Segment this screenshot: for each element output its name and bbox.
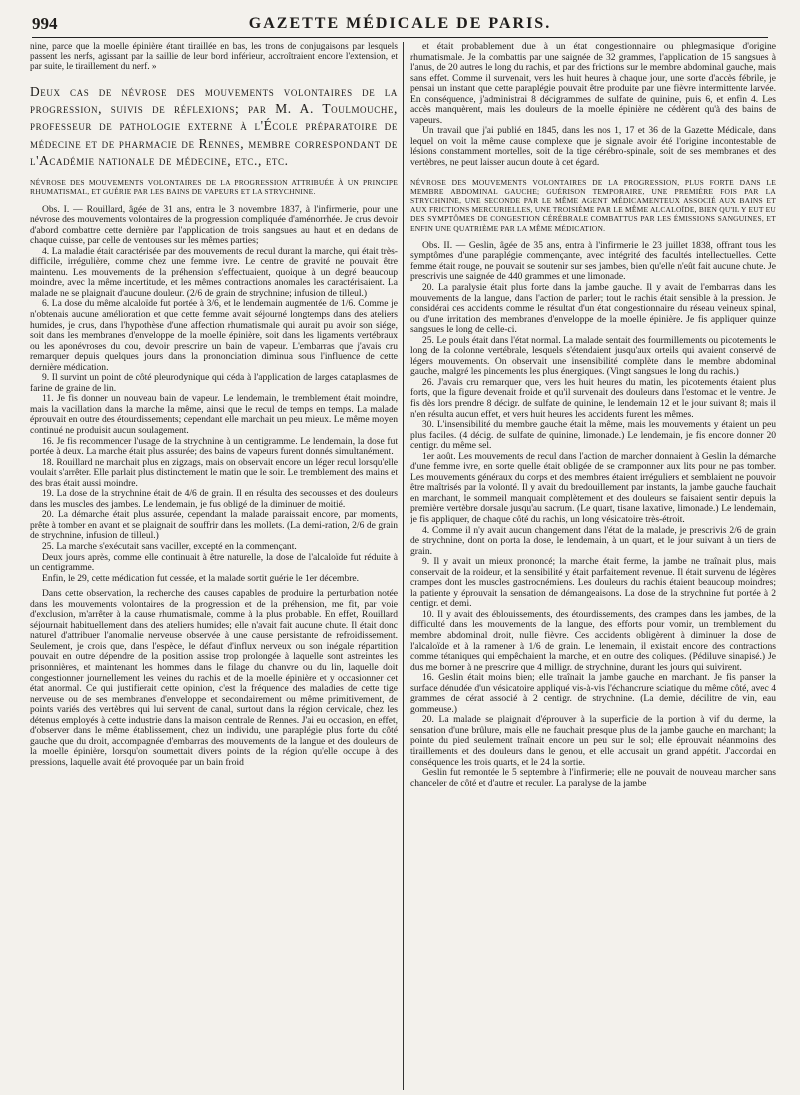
paragraph: 4. La maladie était caractérisée par des mouvements de recul durant la marche, qui était très-difficile, irrégulière, comme chez une femme ivre. Le centre de gravité ne pouvait être maintenu. Les mouvements de la préhension s'effectuaient, quoique à un degré beaucoup moindre, avec la même incertitude, et les mêmes contractions anomales les caractérisaient. La malade ne se plaignait d'aucune douleur. (2/6 de grain de strychnine; infusion de tilleul.) [30, 245, 398, 299]
paragraph: Deux jours après, comme elle continuait à être naturelle, la dose de l'alcaloïde fut réduite à un centigramme. [30, 551, 398, 574]
observation-2-subtitle: NÉVROSE DES MOUVEMENTS VOLONTAIRES DE LA PROGRESSION, PLUS FORTE DANS LE MEMBRE ABDOMINAL GAUCHE; GUÉRISON TEMPORAIRE, UNE PREMIÈRE FOIS PAR LA STRYCHNINE, UNE SECONDE PAR LE MÊME AGENT MÉDICAMENTEUX ASSOCIÉ AUX BAINS ET AUX FRICTIONS MERCURIELLES, UNE TROISIÈME PAR LE MÊME ALCALOÏDE, BIEN QU'IL Y EUT EU DES SYMPTÔMES DE CONGESTION CÉRÉBRALE COMBATTUS PAR LES ÉMISSIONS SANGUINES, ET ENFIN UNE QUATRIÈME PAR LA MÊME MÉDICATION. [410, 177, 776, 233]
paragraph: Dans cette observation, la recherche des causes capables de produire la perturbation notée dans les mouvements volontaires de la progression et de la préhension, me fit, par voie d'exclusion, m'arrêter à la cause rhumatismale, comme à la plus probable. En effet, Rouillard séjournait habituellement dans des ateliers humides; elle n'avait fait aucune chute. Il était donc naturel d'attribuer l'anomalie nerveuse observée à une cause persistante de refroidissement. Seulement, je crois que, dans l'espèce, le défaut d'influx nerveux ou son inégale répartition pouvait en outre dépendre de la position assise trop prolongée à laquelle sont astreintes les prisonnières, et maintenant les hommes dans le filage du chanvre ou du lin, laquelle doit congestionner journellement les veines du rachis et de la moelle épinière et y occasionner cet état anormal. Ce qui justifierait cette opinion, c'est la fréquence des maladies de cette tige nerveuse ou de ses membranes d'enveloppe et secondairement ou même primitivement, de points variés des vertèbres qui lui servent de canal, surtout dans la région cervicale, chez les détenus employés à cette industrie dans la maison centrale de Rennes. J'ai eu occasion, en effet, d'observer dans le même établissement, chez un individu, une paraplégie plus forte du côté gauche que du droit, accompagnée d'embarras des mouvements de la langue et des douleurs de la moelle épinière, lorsqu'on soumettait divers points de la région qu'elle occupe à des pressions, laquelle avait été provoquée par un bain froid [30, 588, 398, 768]
article-title: Deux cas de névrose des mouvements volontaires de la progression, suivis de réflexions; par M. A. Toulmouche, professeur de pathologie externe à l'École préparatoire de médecine et de pharmacie de Rennes, membre correspondant de l'Académie nationale de médecine, etc., etc. [30, 83, 398, 168]
paragraph: Un travail que j'ai publié en 1845, dans les nos 1, 17 et 36 de la Gazette Médicale, dans lequel on voit la même cause complexe que je signale avoir été l'origine incontestable de lésions constamment mortelles, soit de la tige cérébro-spinale, soit de ses membranes et des vertèbres, ne peut laisser aucun doute à cet égard. [410, 125, 776, 169]
paragraph: 1er août. Les mouvements de recul dans l'action de marcher donnaient à Geslin la démarche d'une femme ivre, en sorte quelle était obligée de se cramponner aux lits pour ne pas tomber. Les mouvements généraux du corps et des membres étaient irréguliers et semblaient ne pouvoir être maîtrisés par la volonté. Il y avait du bredouillement par instants, la jambe gauche fauchait en marchant, le sommeil manquait complètement et des douleurs se faisaient sentir depuis la première vertèbre dorsale jusqu'au sacrum. (Le quart, tisane laxative, limonade.) Le lendemain, je fis appliquer, de chaque côté du rachis, un long vésicatoire très-étroit. [410, 450, 776, 525]
right-paragraphs-a [410, 42, 776, 169]
paragraph: 9. Il y avait un mieux prononcé; la marche était ferme, la jambe ne traînait plus, mais conservait de la roideur, et la sensibilité y était parfaitement revenue. Il était survenu de légères crampes dont les muscles gastrocnémiens. Les douleurs du rachis étaient beaucoup moindres; la patiente y éprouvait la sensation de démangeaisons. La dose de la strychnine fut portée à 2 centigr. et demi. [410, 556, 776, 610]
paragraph: 25. La marche s'exécutait sans vaciller, excepté en la commençant. [42, 541, 297, 552]
page-header [32, 14, 768, 38]
paragraph: 9. Il survint un point de côté pleurodynique qui céda à l'application de larges cataplasmes de farine de graine de lin. [30, 372, 398, 394]
paragraph: 26. J'avais cru remarquer que, vers les huit heures du matin, les picotements étaient plus forts, que la figure devenait froide et qu'il survenait des douleurs dans l'estomac et le ventre. Je fis dès lors prendre 8 décigr. de sulfate de quinine, le lendemain 12 et le jour suivant 8; mais il n'en résulta aucun effet, et vers huit heures les accidents furent les mêmes. [410, 376, 776, 420]
right-column [410, 42, 776, 1092]
paragraph: 18. Rouillard ne marchait plus en zigzags, mais on observait encore un léger recul lorsqu'elle voulait s'arrêter. Elle parlait plus distinctement le matin que le soir. Le tremblement des mains et des bras était aussi moindre. [30, 456, 398, 489]
paragraph: 20. La paralysie était plus forte dans la jambe gauche. Il y avait de l'embarras dans les mouvements de la langue, dans l'action de parler; tout le rachis était sensible à la pression. Je considérai ces accidents comme le résultat d'un état congestionnaire du réseau veineux spinal, ou d'une irritation des membranes d'enveloppe de la moelle épinière. Je fis appliquer quinze sangsues le long de celle-ci. [410, 281, 776, 336]
paragraph: 16. Je fis recommencer l'usage de la strychnine à un centigramme. Le lendemain, la dose fut portée à deux. La marche était plus assurée; des bains de vapeurs furent donnés simultanément. [30, 435, 398, 458]
left-paragraphs [30, 205, 398, 769]
paragraph: Geslin fut remontée le 5 septembre à l'infirmerie; elle ne pouvait de nouveau marcher sans chanceler de côté et d'autre et reculer. La paralyse de la jambe [410, 767, 776, 789]
right-paragraphs-b [410, 241, 776, 789]
paragraph: 30. L'insensibilité du membre gauche était la même, mais les mouvements y étaient un peu plus faciles. (4 décig. de sulfate de quinine, limonade.) Le lendemain, je fis encore donner 20 centigr. du même sel. [410, 419, 776, 452]
page-number: 994 [32, 14, 58, 33]
observation-1-subtitle: NÉVROSE DES MOUVEMENTS VOLONTAIRES DE LA PROGRESSION ATTRIBUÉE À UN PRINCIPE RHUMATISMAL, ET GUÉRIE PAR LES BAINS DE VAPEURS ET LA STRYCHNINE. [30, 178, 398, 197]
paragraph: Obs. I. — Rouillard, âgée de 31 ans, entra le 3 novembre 1837, à l'infirmerie, pour une névrose des mouvements volontaires de la progression compliquée d'aménorrhée. Je crus devoir d'abord combattre cette dernière par l'application de trois sangsues au haut et en dedans de chaque cuisse, par celle de ventouses sur les mêmes parties; [30, 203, 398, 247]
paragraph: 6. La dose du même alcaloïde fut portée à 3/6, et le lendemain augmentée de 1/6. Comme je n'obtenais aucune amélioration et que cette femme avait séjourné longtemps dans des ateliers humides, je crus, dans l'hypothèse d'une affection rhumatismale qui aurait pu avoir son siége, soit dans les membranes d'enveloppe de la moelle épinière, soit dans les ligaments vertébraux ou les aponévroses du cou, devoir prescrire un bain de vapeur. L'embarras que j'avais cru remarquer depuis quelques jours dans la prononciation diminua sous l'influence de cette dernière médication. [30, 298, 398, 373]
running-title: GAZETTE MÉDICALE DE PARIS. [248, 15, 552, 32]
paragraph: 4. Comme il n'y avait aucun changement dans l'état de la malade, je prescrivis 2/6 de grain de strychnine, dont on porta la dose, le lendemain, à un quart, et le jour suivant à un tiers de grain. [410, 524, 776, 557]
paragraph: 10. Il y avait des éblouissements, des étourdissements, des crampes dans les jambes, de la difficulté dans les mouvements de la langue, des efforts pour vomir, un tremblement du membre abdominal droit, nulle fièvre. Ces accidents obligèrent à diminuer la dose de l'alcaloïde et à la ramener à 1/6 de grain. Le lenemain, il existait encore des contractions comme tétaniques qui empêchaient la marche, et en outre des coliques. (Pédiluve sinapisé.) Je dus me borner à ne prescrire que 4 milligr. de strychnine, durant les jours qui suivirent. [410, 608, 776, 673]
left-column [30, 42, 398, 1092]
paragraph: 20. La malade se plaignait d'éprouver à la superficie de la portion à vif du derme, la sensation d'une brûlure, mais elle ne fauchait presque plus de la jambe gauche en marchant; la pointe du pied seulement traînait encore un peu sur le sol; elle éprouvait néanmoins des tiraillements et des douleurs dans le genou, et elle accusait un grand appétit. J'accordai en conséquence les trois quarts, et le 24 la sortie. [410, 714, 776, 768]
paragraph: et était probablement due à un état congestionnaire ou phlegmasique d'origine rhumatismale. Je la combattis par une saignée de 32 grammes, l'application de 15 sangsues à l'anus, de 20 autres le long du rachis, et par des frictions sur le membre abdominal gauche, mais sans effet. Comme il survenait, vers les huit heures à chaque jour, une sorte d'accès fébrile, je pensai un instant que cette paraplégie pouvait être produite par une fièvre intermittente larvée. En conséquence, j'administrai 8 décigrammes de sulfate de quinine, puis 6, et enfin 4. Les accès manquèrent, mais les douleurs de la moelle épinière ne cédèrent qu'à des bains de vapeurs. [410, 42, 776, 126]
column-divider [403, 42, 404, 1090]
paragraph: 16. Geslin était moins bien; elle traînait la jambe gauche en marchant. Je fis panser la surface dénudée d'un vésicatoire appliqué vis-à-vis l'échancrure sciatique du même côté, avec 4 grammes de cérat associé à 2 centigr. de strychnine. (La demie, décilitre de vin, eau gommeuse.) [410, 672, 776, 715]
paragraph: 25. Le pouls était dans l'état normal. La malade sentait des fourmillements ou picotements le long de la colonne vertébrale, lesquels s'étendaient jusqu'aux orteils qui avaient conservé de légers mouvements. On observait une insensibilité complète dans le membre abdominal gauche, malgré les pincements les plus énergiques. (Vingt sangsues le long du rachis.) [410, 334, 776, 378]
paragraph: 11. Je fis donner un nouveau bain de vapeur. Le lendemain, le tremblement était moindre, mais la vacillation dans la marche la même, ainsi que le recul de temps en temps. La malade éprouvait en outre des étourdissements; cependant elle marchait un peu mieux. Le même moyen continué ne produisit aucun soulagement. [30, 393, 398, 436]
paragraph: 20. La démarche était plus assurée, cependant la malade paraissait encore, par moments, prête à tomber en avant et se plaignait de souffrir dans les mollets. (La demi-ration, 2/6 de grain de strychnine, infusion de tilleul.) [30, 509, 398, 542]
paragraph: 19. La dose de la strychnine était de 4/6 de grain. Il en résulta des secousses et des douleurs dans les muscles des jambes. Le lendemain, je fus obligé de la diminuer de moitié. [30, 488, 398, 510]
paragraph: Obs. II. — Geslin, âgée de 35 ans, entra à l'infirmerie le 23 juillet 1838, offrant tous les symptômes d'une paraplégie commençante, avec intégrité des facultés intellectuelles. Cette femme était rouge, ne pouvait se soutenir sur ses jambes, bien qu'elle n'eût fait aucune chute. Je prescrivis une saignée de 440 grammes et une limonade. [410, 239, 776, 283]
quote-continuation: nine, parce que la moelle épinière étant tiraillée en bas, les trons de conjugaisons par lesquels passent les nerfs, agissant par la saillie de leur bord inférieur, accroîtraient encore l'extension, et par suite, le tiraillement du nerf. » [30, 42, 398, 73]
paragraph: Enfin, le 29, cette médication fut cessée, et la malade sortit guérie le 1er décembre. [42, 572, 360, 584]
